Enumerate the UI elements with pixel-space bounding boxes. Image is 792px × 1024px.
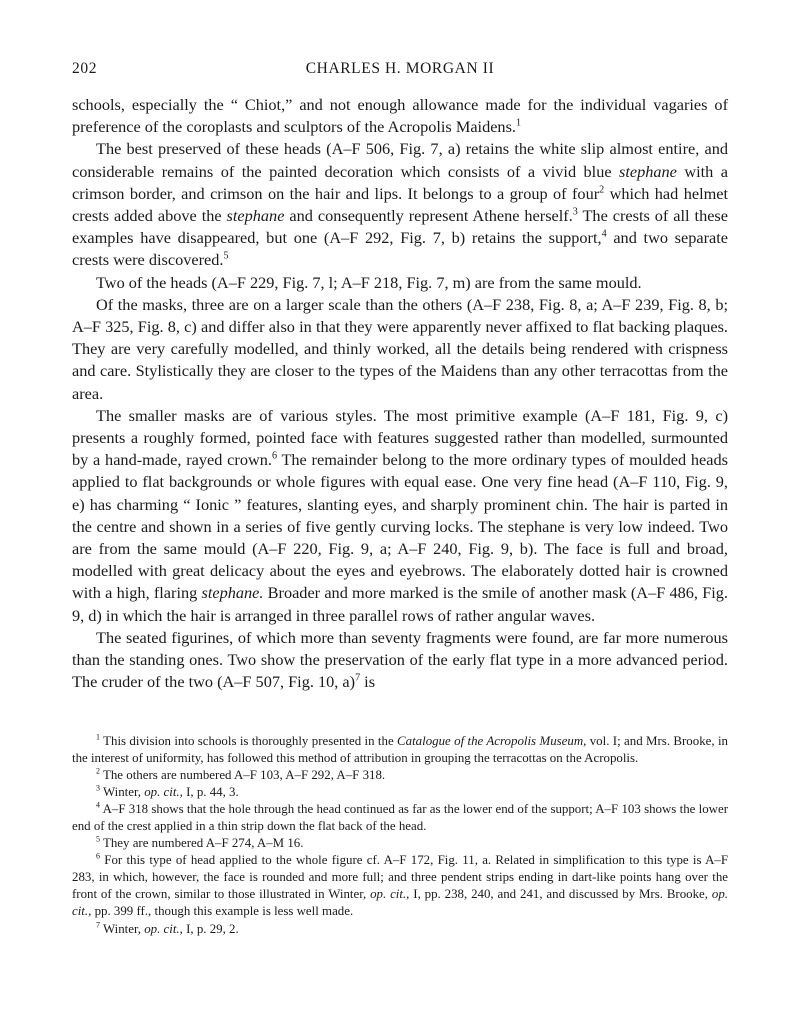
paragraph: [72, 94, 728, 138]
text-run: I, pp. 238, 240, and 241, and discussed by Mrs. Brooke,: [409, 887, 712, 902]
footnote: [72, 835, 728, 852]
paragraph: Two of the heads (A–F 229, Fig. 7, l; A–F 218, Fig. 7, m) are from the same mould.: [96, 272, 642, 292]
text-run: schools, especially the “ Chiot,” and not enough allowance made for the individual vagaries of preference of the coroplasts and sculptors of the Acropolis Maidens.: [72, 95, 728, 137]
paragraph: [72, 138, 728, 271]
footnote-number: 6: [96, 852, 100, 862]
italic-term: stephane.: [201, 583, 264, 603]
footnote-number: 7: [96, 920, 100, 930]
footnote: [72, 733, 728, 767]
footnote-number: 5: [96, 834, 100, 844]
italic-title: op. cit.,: [72, 887, 728, 919]
text-run: Winter,: [100, 921, 145, 936]
text-run: The smaller masks are of various styles. The most primitive example (A–F 181, Fig. 9, c) presents a roughly formed, pointed face with features suggested rather than modelled, surmounted by a hand-made, rayed crown.: [72, 405, 728, 470]
page-header: [72, 60, 728, 82]
footnote-ref[interactable]: 1: [515, 117, 522, 129]
footnote-number: 1: [96, 732, 100, 742]
footnotes: [72, 733, 728, 938]
text-run: and consequently represent Athene herself.: [284, 206, 573, 226]
text-run: The best preserved of these heads (A–F 506, Fig. 7, a) retains the white slip almost entire, and considerable remains of the painted decoration which consists of a vivid blue: [72, 139, 728, 181]
paragraph: [72, 405, 728, 627]
footnote: [72, 784, 728, 801]
footnote-number: 4: [96, 800, 100, 810]
body-text: [72, 94, 728, 693]
text-run: pp. 399 ff., though this example is less well made.: [91, 904, 354, 919]
text-run: and two separate crests were discovered.: [72, 228, 729, 270]
paragraph: Of the masks, three are on a larger scale than the others (A–F 238, Fig. 8, a; A–F 239, Fig. 8, b; A–F 325, Fig. 8, c) and differ also in that they were apparently never affixed to flat backing plaques. They are very carefully modelled, and thinly worked, all the details being rendered with crispness and care. Stylistically they are closer to the types of the Maidens than any other terracottas from the area.: [72, 294, 728, 403]
text-run: A–F 318 shows that the hole through the head continued as far as the lower end of the support; A–F 103 shows the lower end of the crest applied in a thin strip down the flat back of the head.: [72, 802, 728, 834]
text-run: Winter,: [100, 785, 145, 800]
italic-title: op. cit.,: [370, 887, 410, 902]
footnote-ref[interactable]: 4: [601, 228, 607, 240]
footnote-ref[interactable]: 5: [223, 251, 229, 262]
footnote-number: 3: [96, 783, 100, 793]
italic-title: op. cit.,: [144, 921, 183, 936]
footnote-ref[interactable]: 7: [355, 672, 361, 684]
italic-term: stephane: [226, 206, 285, 226]
text-run: The seated figurines, of which more than seventy fragments were found, are far more numerous than the standing ones. Two show the preservation of the early flat type in a more advanced period. The cruder of the two (A–F 507, Fig. 10, a): [72, 627, 728, 692]
text-run: with a crimson border, and crimson on the hair and lips. It belongs to a group of four: [72, 161, 728, 203]
text-run: The others are numbered A–F 103, A–F 292, A–F 318.: [100, 768, 386, 783]
italic-title: op. cit.,: [144, 785, 183, 800]
footnote-ref[interactable]: 2: [599, 184, 605, 196]
text-run: The crests of all these examples have disappeared, but one (A–F 292, Fig. 7, b) retains the support,: [72, 206, 728, 248]
footnote: [72, 852, 728, 920]
text-run: They are numbered A–F 274, A–M 16.: [100, 836, 304, 851]
text-run: The remainder belong to the more ordinary types of moulded heads applied to flat backgrounds or whole figures with equal ease. One very fine head (A–F 110, Fig. 9, e) has charming “ Ionic ” features, slanting eyes, and sharply prominent chin. The hair is parted in the centre and shown in a series of five gently curving locks. The stephane is very low indeed. Two are from the same mould (A–F 220, Fig. 9, a; A–F 240, Fig. 9, b). The face is full and broad, modelled with great delicacy about the eyes and eyebrows. The elaborately dotted hair is crowned with a high, flaring: [72, 450, 728, 603]
italic-title: Catalogue of the Acropolis Museum,: [397, 734, 587, 748]
text-run: I, p. 44, 3.: [182, 785, 239, 800]
text-run: is: [360, 672, 376, 692]
footnote: [72, 921, 728, 938]
footnote: [72, 801, 728, 835]
text-run: This division into schools is thoroughly presented in the: [100, 734, 398, 748]
text-run: For this type of head applied to the whole figure cf. A–F 172, Fig. 11, a. Related in simplification to this type is A–F 283, in which, however, the face is rounded and more full; and three pendent strips ending in dart-like points hang over the front of the crown, similar to those illustrated in Winter,: [72, 853, 728, 902]
text-run: vol. I; and Mrs. Brooke, in the interest of uniformity, has followed this method of attribution in grouping the terracottas on the Acropolis.: [72, 734, 728, 766]
text-run: Broader and more marked is the smile of another mask (A–F 486, Fig. 9, d) in which the hair is arranged in three parallel rows of rather angular waves.: [72, 583, 728, 625]
footnote: [72, 767, 728, 784]
footnote-ref[interactable]: 3: [572, 206, 578, 218]
footnote-ref[interactable]: 6: [271, 450, 277, 462]
running-title: CHARLES H. MORGAN II: [305, 60, 495, 77]
text-run: I, p. 29, 2.: [182, 921, 239, 936]
text-run: which had helmet crests added above the: [72, 183, 729, 226]
italic-term: stephane: [619, 161, 677, 181]
footnote-number: 2: [96, 766, 100, 776]
page-number: 202: [72, 60, 98, 77]
paragraph: [72, 627, 728, 694]
